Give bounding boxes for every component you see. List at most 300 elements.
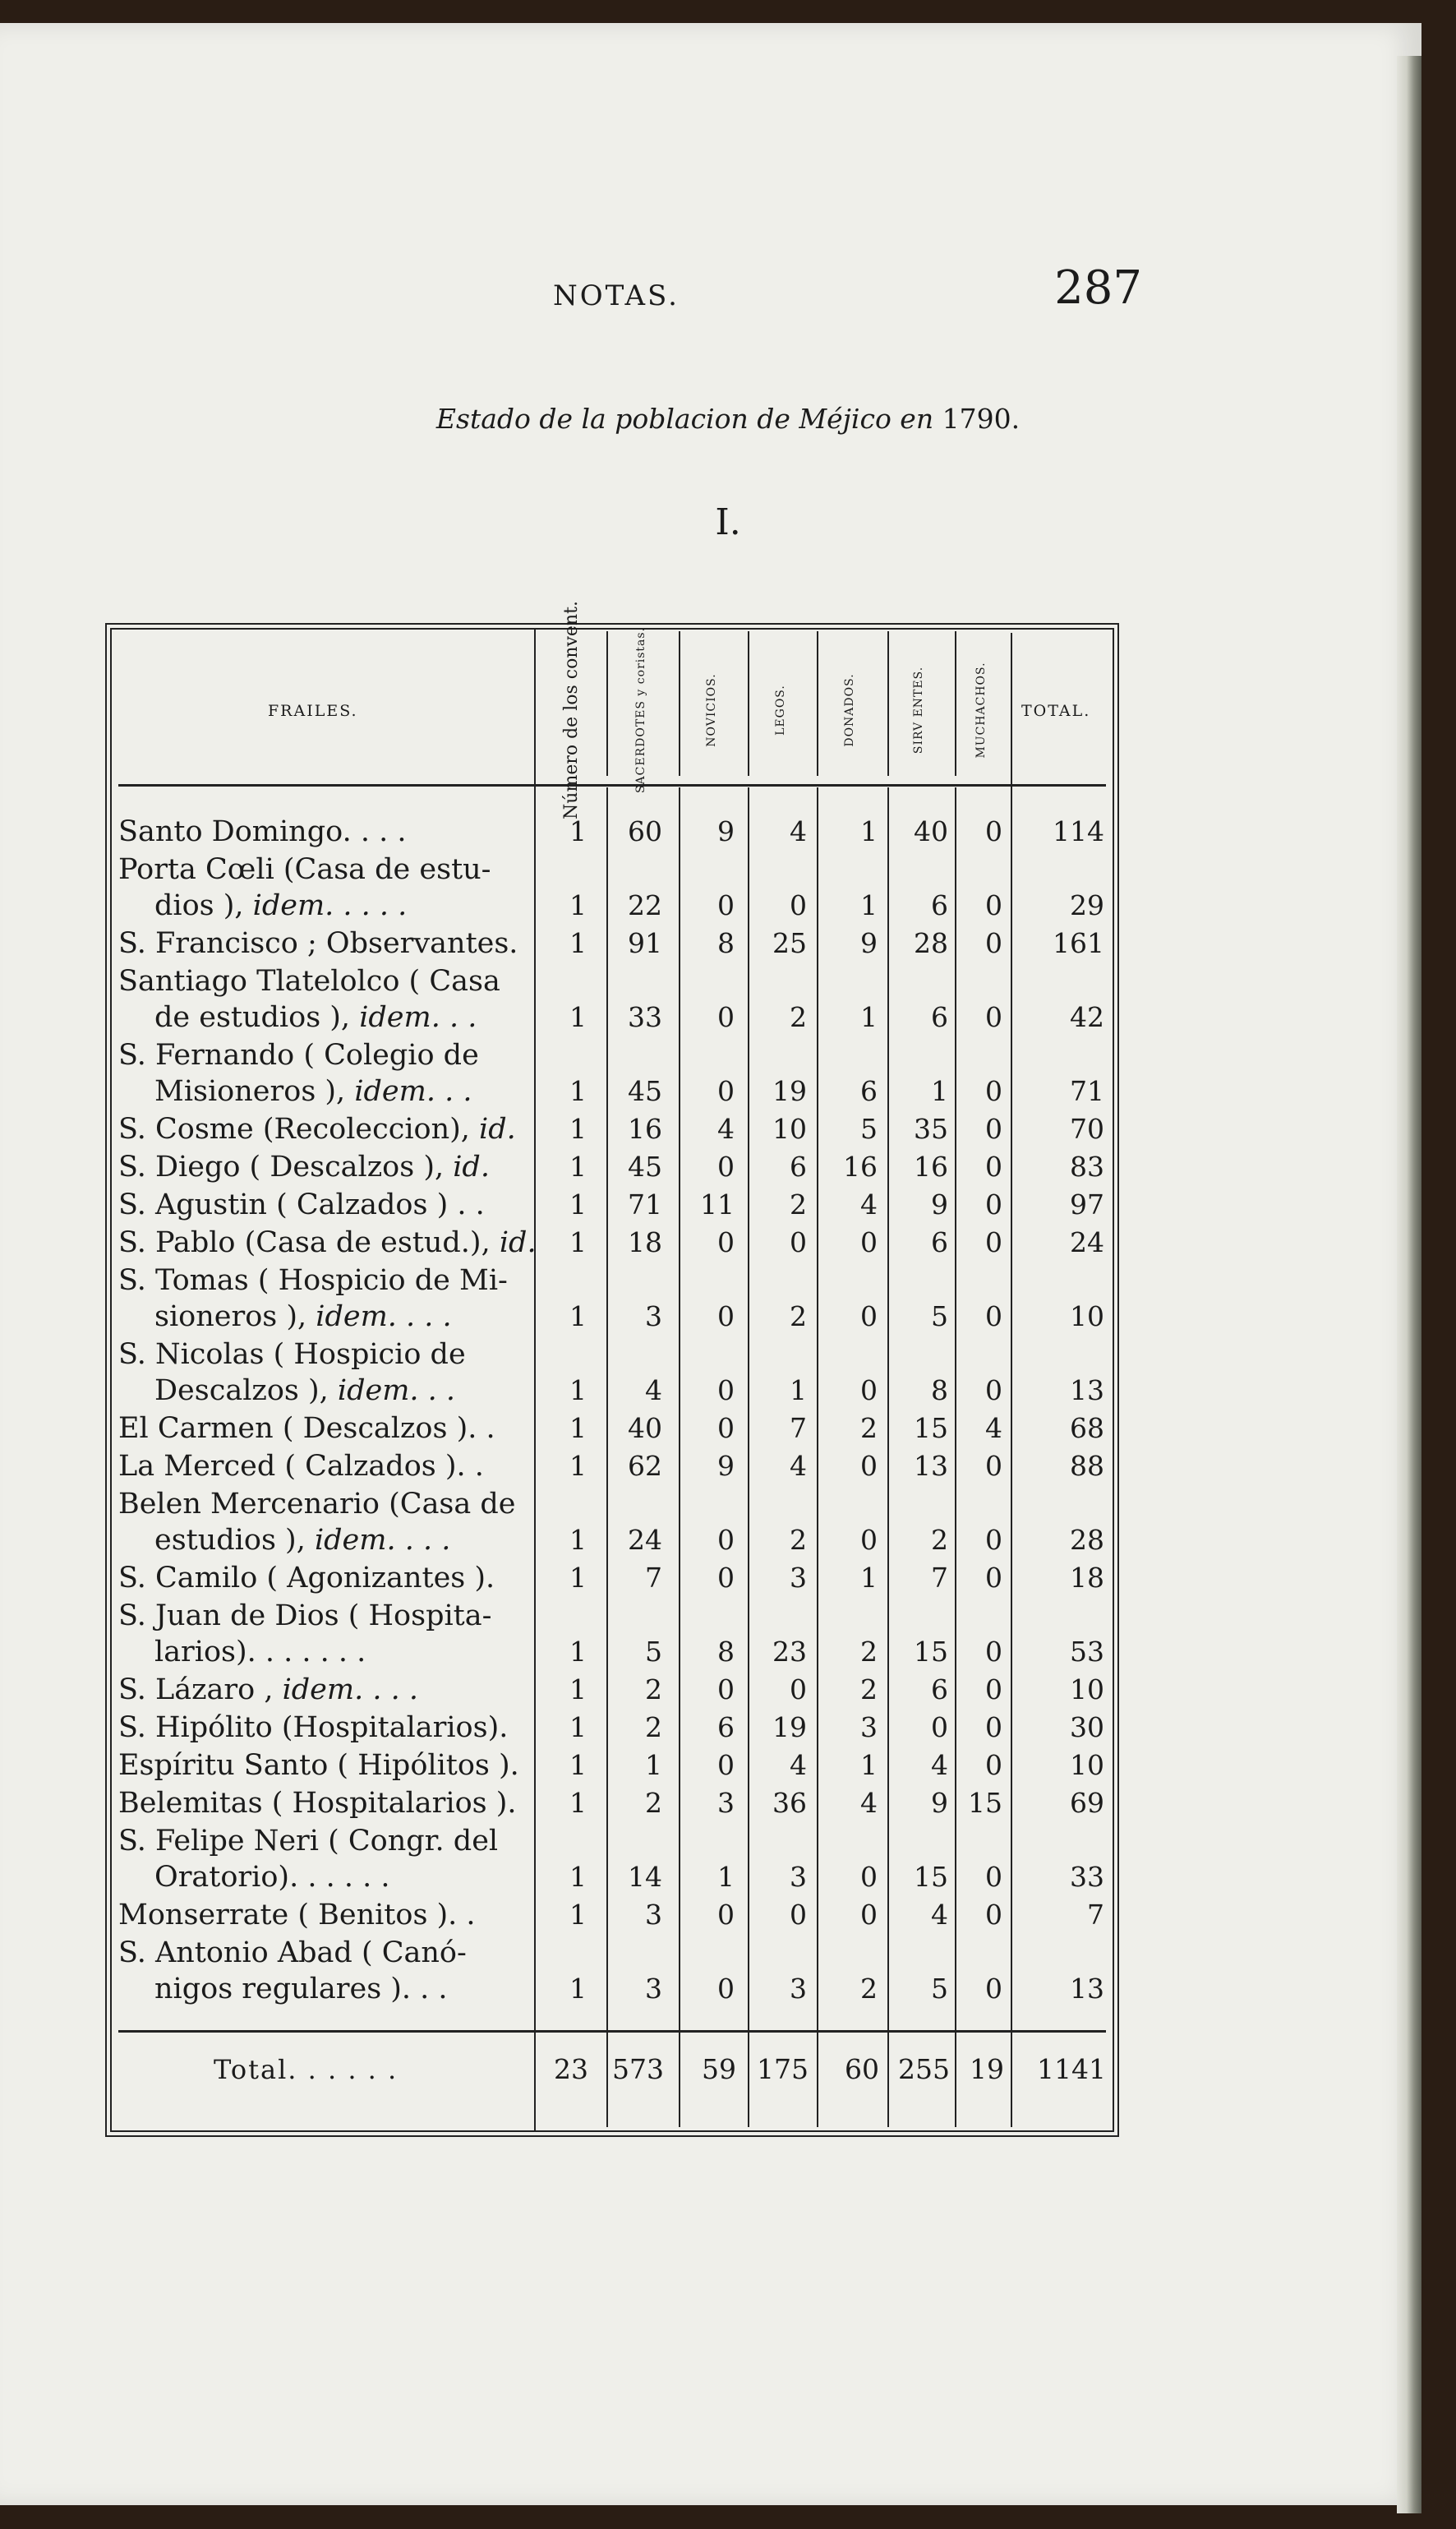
convent-name xyxy=(118,1448,544,1484)
value-cell: 0 xyxy=(985,1973,1002,2005)
column-rule xyxy=(606,631,608,776)
page-number: 287 xyxy=(1054,261,1142,315)
value-cell: 1 xyxy=(645,1749,662,1781)
value-cell: 5 xyxy=(860,1113,878,1145)
total-value: 1141 xyxy=(1037,2053,1106,2085)
value-cell: 3 xyxy=(860,1711,878,1743)
value-cell: 4 xyxy=(860,1787,878,1819)
value-cell: 2 xyxy=(790,1188,807,1221)
value-cell: 0 xyxy=(985,815,1002,847)
value-cell: 1 xyxy=(569,815,587,847)
value-cell: 0 xyxy=(985,1151,1002,1183)
value-cell: 0 xyxy=(985,1300,1002,1332)
convent-name xyxy=(118,1149,544,1185)
value-cell: 114 xyxy=(1053,815,1104,847)
value-cell: 33 xyxy=(1070,1861,1104,1893)
value-cell: 0 xyxy=(717,1562,735,1594)
value-cell: 30 xyxy=(1070,1711,1104,1743)
table-row xyxy=(118,1560,1106,1596)
value-cell: 0 xyxy=(860,1300,878,1332)
value-cell: 3 xyxy=(790,1562,807,1594)
value-cell: 2 xyxy=(860,1973,878,2005)
convent-name-line: Misioneros ), idem. . . xyxy=(154,1075,472,1108)
value-cell: 23 xyxy=(772,1636,807,1668)
value-cell: 88 xyxy=(1070,1450,1104,1482)
convent-name-line: S. Antonio Abad ( Canó- xyxy=(118,1936,467,1969)
value-cell: 4 xyxy=(860,1188,878,1221)
value-cell: 0 xyxy=(717,1226,735,1258)
total-rule xyxy=(118,2030,1106,2033)
table-row xyxy=(118,1710,1106,1746)
value-cell: 3 xyxy=(645,1973,662,2005)
value-cell: 16 xyxy=(914,1151,948,1183)
convent-name-line: El Carmen ( Descalzos ). . xyxy=(118,1412,495,1445)
value-cell: 45 xyxy=(628,1151,662,1183)
value-cell: 0 xyxy=(985,1113,1002,1145)
idem-note: idem. . . xyxy=(359,1001,477,1034)
value-cell: 0 xyxy=(931,1711,948,1743)
book-page xyxy=(0,23,1421,2505)
value-cell: 13 xyxy=(1070,1973,1104,2005)
value-cell: 3 xyxy=(645,1300,662,1332)
column-rule xyxy=(887,787,889,2127)
value-cell: 0 xyxy=(717,1151,735,1183)
convent-name-line: Porta Cœli (Casa de estu- xyxy=(118,853,491,886)
value-cell: 0 xyxy=(985,1374,1002,1406)
value-cell: 5 xyxy=(931,1300,948,1332)
convent-name xyxy=(118,1262,544,1335)
value-cell: 36 xyxy=(772,1787,807,1819)
value-cell: 1 xyxy=(569,1226,587,1258)
total-value: 255 xyxy=(898,2053,950,2085)
table-row xyxy=(118,1111,1106,1147)
table-row xyxy=(118,1410,1106,1447)
value-cell: 0 xyxy=(985,1899,1002,1931)
value-cell: 6 xyxy=(717,1711,735,1743)
convent-name-line: Monserrate ( Benitos ). . xyxy=(118,1899,476,1931)
convent-name xyxy=(118,1336,544,1409)
value-cell: 0 xyxy=(790,889,807,921)
convent-name-line: S. Agustin ( Calzados ) . . xyxy=(118,1188,485,1221)
value-cell: 9 xyxy=(860,927,878,959)
value-cell: 4 xyxy=(931,1899,948,1931)
value-cell: 5 xyxy=(931,1973,948,2005)
value-cell: 0 xyxy=(985,1711,1002,1743)
column-rule xyxy=(887,631,889,776)
value-cell: 0 xyxy=(985,1524,1002,1556)
value-cell: 1 xyxy=(790,1374,807,1406)
value-cell: 0 xyxy=(985,1075,1002,1107)
table-row xyxy=(118,1747,1106,1784)
value-cell: 0 xyxy=(717,1001,735,1033)
value-cell: 45 xyxy=(628,1075,662,1107)
value-cell: 4 xyxy=(790,1749,807,1781)
table-row xyxy=(118,1598,1106,1670)
value-cell: 0 xyxy=(985,1749,1002,1781)
value-cell: 0 xyxy=(717,1374,735,1406)
table-row xyxy=(118,1448,1106,1484)
value-cell: 1 xyxy=(931,1075,948,1107)
value-cell: 1 xyxy=(569,1188,587,1221)
table-row xyxy=(118,1672,1106,1708)
value-cell: 1 xyxy=(569,1113,587,1145)
table-row xyxy=(118,814,1106,850)
value-cell: 0 xyxy=(985,1450,1002,1482)
value-cell: 2 xyxy=(645,1787,662,1819)
value-cell: 1 xyxy=(569,1787,587,1819)
column-rule xyxy=(679,631,680,776)
value-cell: 24 xyxy=(1070,1226,1104,1258)
value-cell: 1 xyxy=(569,927,587,959)
table-row xyxy=(118,925,1106,962)
column-rule xyxy=(748,787,749,2127)
idem-note: idem. . . . . xyxy=(252,889,408,922)
value-cell: 1 xyxy=(860,815,878,847)
convent-name xyxy=(118,1037,544,1110)
value-cell: 6 xyxy=(931,889,948,921)
value-cell: 25 xyxy=(772,927,807,959)
value-cell: 1 xyxy=(569,1562,587,1594)
caption-text: Estado de la poblacion de Méjico en xyxy=(435,403,934,435)
value-cell: 1 xyxy=(860,889,878,921)
total-value: 23 xyxy=(554,2053,588,2085)
convent-name xyxy=(118,1225,544,1261)
convent-name-line: S. Felipe Neri ( Congr. del xyxy=(118,1825,499,1858)
value-cell: 6 xyxy=(931,1226,948,1258)
value-cell: 1 xyxy=(569,1711,587,1743)
value-cell: 11 xyxy=(700,1188,735,1221)
value-cell: 15 xyxy=(914,1861,948,1893)
convent-name-line: Santiago Tlatelolco ( Casa xyxy=(118,965,500,998)
value-cell: 2 xyxy=(931,1524,948,1556)
value-cell: 16 xyxy=(843,1151,878,1183)
value-cell: 0 xyxy=(985,1188,1002,1221)
value-cell: 60 xyxy=(628,815,662,847)
value-cell: 2 xyxy=(790,1001,807,1033)
value-cell: 0 xyxy=(860,1861,878,1893)
convent-name-line: Descalzos ), idem. . . xyxy=(154,1374,456,1407)
convent-name-line: S. Cosme (Recoleccion), id. xyxy=(118,1113,516,1146)
value-cell: 19 xyxy=(772,1075,807,1107)
value-cell: 2 xyxy=(860,1636,878,1668)
convent-name-line: Belemitas ( Hospitalarios ). xyxy=(118,1787,517,1820)
value-cell: 7 xyxy=(790,1412,807,1444)
value-cell: 4 xyxy=(985,1412,1002,1444)
table-row xyxy=(118,1897,1106,1933)
value-cell: 15 xyxy=(914,1636,948,1668)
value-cell: 0 xyxy=(985,1226,1002,1258)
value-cell: 4 xyxy=(790,815,807,847)
value-cell: 18 xyxy=(628,1226,662,1258)
value-cell: 40 xyxy=(914,815,948,847)
value-cell: 0 xyxy=(717,1973,735,2005)
value-cell: 0 xyxy=(985,1861,1002,1893)
total-value: 19 xyxy=(970,2053,1004,2085)
convent-name xyxy=(118,1897,544,1933)
table-row xyxy=(118,1336,1106,1409)
value-cell: 71 xyxy=(1070,1075,1104,1107)
value-cell: 3 xyxy=(790,1973,807,2005)
table-caption xyxy=(0,403,1456,435)
column-rule xyxy=(534,630,536,2130)
value-cell: 2 xyxy=(860,1412,878,1444)
value-cell: 3 xyxy=(645,1899,662,1931)
column-rule xyxy=(955,787,956,2127)
column-rule xyxy=(679,787,680,2127)
value-cell: 4 xyxy=(790,1450,807,1482)
value-cell: 14 xyxy=(628,1861,662,1893)
convent-name xyxy=(118,1560,544,1596)
total-label: Total. . . . . . xyxy=(214,2054,399,2085)
value-cell: 0 xyxy=(717,1673,735,1705)
convent-name-line: Espíritu Santo ( Hipólitos ). xyxy=(118,1749,519,1782)
value-cell: 0 xyxy=(985,889,1002,921)
total-value: 59 xyxy=(702,2053,736,2085)
convent-name-line: de estudios ), idem. . . xyxy=(154,1001,477,1034)
value-cell: 35 xyxy=(914,1113,948,1145)
value-cell: 1 xyxy=(569,1749,587,1781)
convent-name-line: S. Pablo (Casa de estud.), id. xyxy=(118,1226,537,1259)
convent-name xyxy=(118,925,544,962)
value-cell: 1 xyxy=(860,1562,878,1594)
column-rule xyxy=(817,787,818,2127)
convent-name-line: La Merced ( Calzados ). . xyxy=(118,1450,484,1483)
value-cell: 0 xyxy=(860,1450,878,1482)
value-cell: 0 xyxy=(790,1899,807,1931)
value-cell: 40 xyxy=(628,1412,662,1444)
value-cell: 24 xyxy=(628,1524,662,1556)
value-cell: 2 xyxy=(860,1673,878,1705)
convent-name xyxy=(118,1747,544,1784)
value-cell: 7 xyxy=(645,1562,662,1594)
value-cell: 2 xyxy=(645,1711,662,1743)
table-row xyxy=(118,1935,1106,2007)
value-cell: 16 xyxy=(628,1113,662,1145)
total-value: 60 xyxy=(845,2053,879,2085)
value-cell: 71 xyxy=(628,1188,662,1221)
value-cell: 0 xyxy=(860,1524,878,1556)
table-row xyxy=(118,1149,1106,1185)
idem-note: id. xyxy=(453,1151,490,1184)
value-cell: 0 xyxy=(985,1562,1002,1594)
convent-name-line: Belen Mercenario (Casa de xyxy=(118,1488,516,1521)
value-cell: 8 xyxy=(931,1374,948,1406)
value-cell: 7 xyxy=(1087,1899,1104,1931)
value-cell: 0 xyxy=(717,1899,735,1931)
value-cell: 1 xyxy=(569,1300,587,1332)
idem-note: idem. . . xyxy=(337,1374,456,1407)
value-cell: 1 xyxy=(569,1374,587,1406)
value-cell: 3 xyxy=(717,1787,735,1819)
convent-name-line: Santo Domingo. . . . xyxy=(118,815,407,848)
convent-name xyxy=(118,1187,544,1223)
idem-note: idem. . . xyxy=(354,1075,472,1108)
value-cell: 8 xyxy=(717,927,735,959)
value-cell: 91 xyxy=(628,927,662,959)
convent-name xyxy=(118,1710,544,1746)
value-cell: 13 xyxy=(1070,1374,1104,1406)
table-row xyxy=(118,1486,1106,1558)
value-cell: 0 xyxy=(860,1374,878,1406)
value-cell: 15 xyxy=(968,1787,1002,1819)
convent-name xyxy=(118,1823,544,1895)
value-cell: 0 xyxy=(985,1001,1002,1033)
column-rule xyxy=(1011,787,1012,2127)
value-cell: 1 xyxy=(717,1861,735,1893)
value-cell: 7 xyxy=(931,1562,948,1594)
value-cell: 5 xyxy=(645,1636,662,1668)
convent-name xyxy=(118,851,544,924)
value-cell: 0 xyxy=(790,1226,807,1258)
convent-name-line: S. Tomas ( Hospicio de Mi- xyxy=(118,1264,508,1297)
idem-note: idem. . . . xyxy=(316,1300,452,1333)
table-row xyxy=(118,1187,1106,1223)
convent-name xyxy=(118,1486,544,1558)
value-cell: 1 xyxy=(569,1075,587,1107)
value-cell: 22 xyxy=(628,889,662,921)
running-head xyxy=(534,261,1142,319)
value-cell: 0 xyxy=(985,1636,1002,1668)
value-cell: 6 xyxy=(931,1673,948,1705)
convent-name-line: S. Diego ( Descalzos ), id. xyxy=(118,1151,490,1184)
value-cell: 3 xyxy=(790,1861,807,1893)
value-cell: 1 xyxy=(569,1524,587,1556)
value-cell: 68 xyxy=(1070,1412,1104,1444)
value-cell: 0 xyxy=(717,1412,735,1444)
value-cell: 0 xyxy=(717,1749,735,1781)
convent-name-line: S. Fernando ( Colegio de xyxy=(118,1039,479,1072)
value-cell: 6 xyxy=(790,1151,807,1183)
value-cell: 2 xyxy=(645,1673,662,1705)
value-cell: 1 xyxy=(569,1636,587,1668)
convent-name-line: S. Nicolas ( Hospicio de xyxy=(118,1338,466,1371)
convent-name-line: S. Hipólito (Hospitalarios). xyxy=(118,1711,509,1744)
column-rule xyxy=(748,631,749,776)
value-cell: 9 xyxy=(931,1188,948,1221)
value-cell: 2 xyxy=(790,1524,807,1556)
value-cell: 0 xyxy=(985,1673,1002,1705)
value-cell: 161 xyxy=(1053,927,1104,959)
value-cell: 0 xyxy=(717,1075,735,1107)
value-cell: 0 xyxy=(790,1673,807,1705)
value-cell: 0 xyxy=(985,927,1002,959)
column-rule xyxy=(606,787,608,2127)
convent-name xyxy=(118,1111,544,1147)
column-rule xyxy=(817,631,818,776)
value-cell: 4 xyxy=(645,1374,662,1406)
value-cell: 2 xyxy=(790,1300,807,1332)
total-value: 573 xyxy=(612,2053,664,2085)
convent-name-line: S. Francisco ; Observantes. xyxy=(118,927,518,960)
value-cell: 42 xyxy=(1070,1001,1104,1033)
value-cell: 9 xyxy=(717,815,735,847)
table-row xyxy=(118,1262,1106,1335)
value-cell: 83 xyxy=(1070,1151,1104,1183)
value-cell: 1 xyxy=(569,1973,587,2005)
table-row xyxy=(118,1037,1106,1110)
idem-note: idem. . . . xyxy=(314,1524,451,1557)
convent-name xyxy=(118,1672,544,1708)
convent-name xyxy=(118,963,544,1036)
value-cell: 1 xyxy=(569,1001,587,1033)
value-cell: 33 xyxy=(628,1001,662,1033)
value-cell: 69 xyxy=(1070,1787,1104,1819)
caption-year: 1790. xyxy=(942,403,1021,435)
value-cell: 1 xyxy=(569,1673,587,1705)
convent-name-line: dios ), idem. . . . . xyxy=(154,889,408,922)
value-cell: 6 xyxy=(931,1001,948,1033)
value-cell: 10 xyxy=(1070,1749,1104,1781)
table-row xyxy=(118,1823,1106,1895)
value-cell: 70 xyxy=(1070,1113,1104,1145)
convent-name-line: estudios ), idem. . . . xyxy=(154,1524,451,1557)
section-number: I. xyxy=(715,501,741,543)
value-cell: 28 xyxy=(914,927,948,959)
value-cell: 10 xyxy=(1070,1300,1104,1332)
value-cell: 18 xyxy=(1070,1562,1104,1594)
value-cell: 15 xyxy=(914,1412,948,1444)
value-cell: 97 xyxy=(1070,1188,1104,1221)
value-cell: 0 xyxy=(717,1300,735,1332)
value-cell: 9 xyxy=(931,1787,948,1819)
value-cell: 1 xyxy=(860,1001,878,1033)
value-cell: 4 xyxy=(931,1749,948,1781)
value-cell: 10 xyxy=(1070,1673,1104,1705)
value-cell: 1 xyxy=(569,1151,587,1183)
total-value: 175 xyxy=(757,2053,809,2085)
value-cell: 0 xyxy=(717,1524,735,1556)
value-cell: 10 xyxy=(772,1113,807,1145)
value-cell: 13 xyxy=(914,1450,948,1482)
idem-note: idem. . . . xyxy=(282,1673,418,1706)
value-cell: 8 xyxy=(717,1636,735,1668)
convent-name-line: sioneros ), idem. . . . xyxy=(154,1300,452,1333)
idem-note: id. xyxy=(499,1226,537,1259)
convent-name xyxy=(118,1935,544,2007)
value-cell: 6 xyxy=(860,1075,878,1107)
value-cell: 1 xyxy=(569,889,587,921)
value-cell: 9 xyxy=(717,1450,735,1482)
value-cell: 1 xyxy=(860,1749,878,1781)
convent-name xyxy=(118,1785,544,1821)
table-row xyxy=(118,963,1106,1036)
value-cell: 53 xyxy=(1070,1636,1104,1668)
value-cell: 0 xyxy=(717,889,735,921)
table-row xyxy=(118,1785,1106,1821)
value-cell: 4 xyxy=(717,1113,735,1145)
convent-name xyxy=(118,814,544,850)
convent-name-line: S. Lázaro , idem. . . . xyxy=(118,1673,418,1706)
frailes-header: FRAILES. xyxy=(268,702,358,720)
population-table: FRAILES. TOTAL. Número de los convent. SACERDOTES y coristas. NOVICIOS. LEGOS. DONADOS. SIRV ENTES. MUCHACHOS. Santo Domingo. . . . 1 60 9 4 1 40 0 114 Porta Cœli (Casa de estu- dios ), idem. . . . . 1 22 0 0 1 6 0 29 S. Francisco ; Observantes. 1 91 8 25 9 28 0 161 Santiago Tlatelolco ( Casa de estudios ), idem. . . 1 33 0 2 1 6 0 42 S. Fernando ( Colegio de Misioneros ), idem. . . 1 45 0 19 6 1 0 71 S. Cosme (Recoleccion), id. 1 16 4 10 5 35 0 70 S. Diego ( Descalzos ), id. 1 45 0 6 16 16 0 83 S. Agustin ( Calzados ) . . 1 71 11 2 4 9 0 97 S. Pablo (Casa de estud.), id. 1 18 0 0 0 6 0 24 S. Tomas ( Hospicio de Mi- sioneros ), idem. . . . 1 3 0 2 0 5 0 10 S. Nicolas ( Hospicio de Descalzos ), idem. . . 1 4 0 1 0 8 0 13 El Carmen ( Descalzos ). . 1 40 0 7 2 15 4 68 La Merced ( Calzados ). . 1 62 9 4 0 13 0 88 Belen Mercenario (Casa de estudios ), idem. . . . 1 24 0 2 0 2 0 28 S. Camilo ( Agonizantes ). 1 7 0 3 1 7 0 18 S. Juan de Dios ( Hospita- larios). . . . . . . 1 5 8 23 2 15 0 53 S. Lázaro , idem. . . . 1 2 0 0 2 6 0 10 S. Hipólito (Hospitalarios). 1 2 6 19 3 0 0 30 Espíritu Santo ( Hipólitos ). 1 1 0 4 1 4 0 10 Belemitas ( Hospitalarios ). 1 2 3 36 4 9 15 69 S. Felipe Neri ( Congr. del Oratorio). . . . . . 1 14 1 3 0 15 0 33 Monserrate ( Benitos ). . 1 3 0 0 0 4 0 7 S. Antonio Abad ( Canó- nigos regulares ). . . 1 3 0 3 2 5 0 13 Total. . . . . . 23 573 59 175 60 255 19 1141 xyxy=(105,623,1119,2137)
convent-name-line: larios). . . . . . . xyxy=(154,1636,366,1668)
idem-note: id. xyxy=(479,1113,516,1146)
convent-name-line: nigos regulares ). . . xyxy=(154,1973,448,2005)
running-title: NOTAS. xyxy=(553,279,680,312)
value-cell: 1 xyxy=(569,1412,587,1444)
total-header: TOTAL. xyxy=(1021,702,1091,720)
convent-name-line: Oratorio). . . . . . xyxy=(154,1861,390,1894)
value-cell: 28 xyxy=(1070,1524,1104,1556)
value-cell: 0 xyxy=(860,1226,878,1258)
table-row xyxy=(118,851,1106,924)
header-rule xyxy=(118,784,1106,787)
value-cell: 1 xyxy=(569,1861,587,1893)
convent-name-line: S. Camilo ( Agonizantes ). xyxy=(118,1562,495,1594)
convent-name xyxy=(118,1410,544,1447)
value-cell: 1 xyxy=(569,1899,587,1931)
value-cell: 62 xyxy=(628,1450,662,1482)
